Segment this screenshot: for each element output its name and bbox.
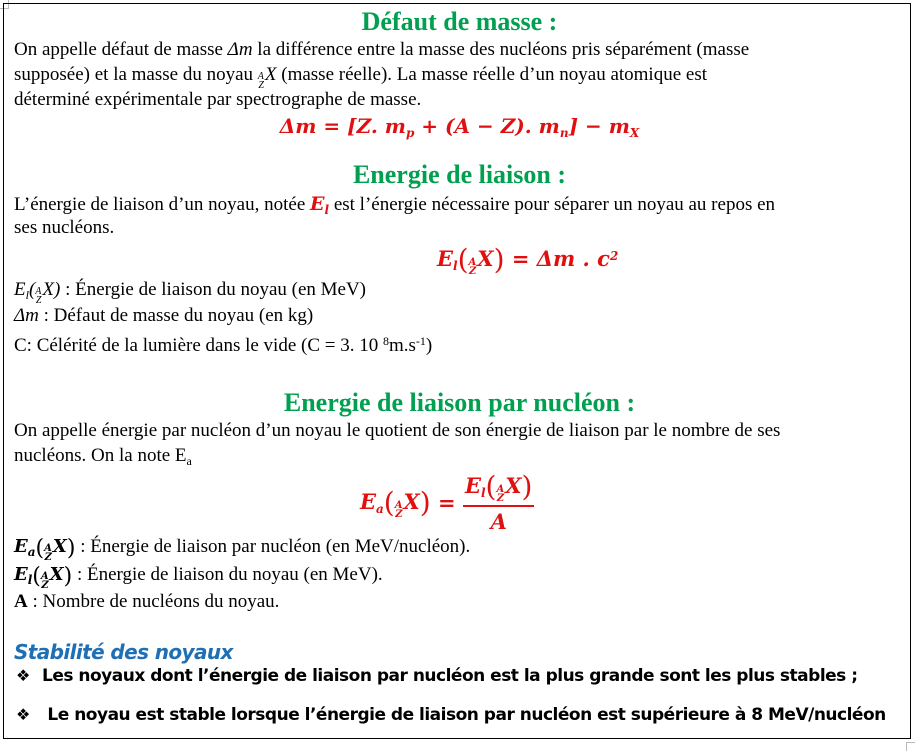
definition-a: A : Nombre de nucléons du noyau. xyxy=(14,591,280,612)
binding-energy-per-nucleon-formula: $E_a$( A Z X) = $E_l$( A Z X) A xyxy=(360,470,533,534)
subheading-stabilite: Stabilité des noyaux xyxy=(14,640,233,664)
paragraph-line: supposée) et la masse du noyau A Z X (masse réelle). La masse réelle d’un noyau atomique est xyxy=(14,64,707,91)
definition-c: C: Célérité de la lumière dans le vide (C = 3. 10 $^8m.s^{-1}$) xyxy=(14,334,433,356)
definition-ea: $E_a$( A Z X) : Énergie de liaison par nucléon (en MeV/nucléon). xyxy=(14,536,471,563)
diamond-bullet-icon: ❖ xyxy=(16,705,30,724)
stability-item: ❖ Le noyau est stable lorsque l’énergie de liaison par nucléon est supérieure à 8 MeV/nucléon xyxy=(16,705,886,725)
paragraph-line: On appelle énergie par nucléon d’un noyau le quotient de son énergie de liaison par le nombre de ses xyxy=(14,420,781,441)
heading-defaut-de-masse: Défaut de masse : xyxy=(361,7,558,36)
binding-energy-formula: $E_l$( A Z X) = Δm . $c^2$ xyxy=(437,243,619,277)
paragraph-line: ses nucléons. xyxy=(14,217,115,238)
heading-energie-de-liaison: Energie de liaison : xyxy=(352,160,567,189)
fraction: $E_l$( A Z X) A xyxy=(464,470,533,534)
stability-item: ❖ Les noyaux dont l’énergie de liaison par nucléon est la plus grande sont les plus stables ; xyxy=(16,666,858,686)
definition-el: $E_l$( A Z X) : Énergie de liaison du noyau (en MeV). xyxy=(14,564,383,591)
mass-defect-formula: Δm = [Z. $m_p + (A - Z)$. $m_n] - m_X$ xyxy=(279,114,640,140)
paragraph-line: déterminé expérimentale par spectrographe de masse. xyxy=(14,89,422,110)
heading-energie-par-nucleon: Energie de liaison par nucléon : xyxy=(283,388,636,417)
paragraph-line: nucléons. On la note $E_a$ xyxy=(14,445,192,468)
definition-delta-m: Δm : Défaut de masse du noyau (en kg) xyxy=(14,305,314,326)
definition-el: $E_l$( A Z X) : Énergie de liaison du noyau (en MeV) xyxy=(14,279,367,306)
paragraph-line: L’énergie de liaison d’un noyau, notée $E_l$ est l’énergie nécessaire pour séparer un noyau au repos en xyxy=(14,193,776,217)
paragraph-line: On appelle défaut de masse Δm la différence entre la masse des nucléons pris séparément (masse xyxy=(14,39,750,60)
nuclide-symbol: A Z X xyxy=(257,64,277,91)
delta-m-symbol: Δm xyxy=(227,39,253,60)
diamond-bullet-icon: ❖ xyxy=(16,666,30,685)
el-symbol: $E_l$ xyxy=(310,193,330,217)
